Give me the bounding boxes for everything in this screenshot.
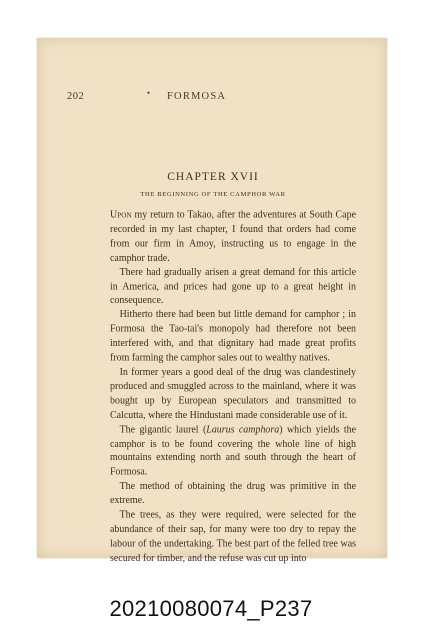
latin-name: Laurus camphora [206,423,280,435]
paragraph: Upon my return to Takao, after the adventures at South Cape recorded in my last chapter, I found that orders had come from our firm in Amoy, instructing us to engage in the camphor trade. [110,209,356,263]
chapter-heading: CHAPTER XVII [167,171,259,183]
paragraph: The gigantic laurel (Laurus camphora) which yields the camphor is to be found covering the whole line of high mountains extending north and south through the heart of Formosa. [110,423,357,478]
body-text [110,208,356,565]
paragraph: The trees, as they were required, were selected for the abundance of their sap, for many were too dry to repay the labour of the undertaking. The best part of the felled tree was secured for timber, and the refuse was cut up into [110,509,356,563]
paragraph: The method of obtaining the drug was primitive in the extreme. [110,480,356,506]
ornament-dot: • [147,88,151,98]
drop-word: Upon [110,209,132,220]
paragraph: Hitherto there had been but little demand for camphor ; in Formosa the Tao-tai's monopoly had therefore not been interfered with, and that dignitary had made great profits from farming the camphor sales out to wealthy natives. [110,309,356,363]
page-number: 202 [67,91,85,102]
book-title: FORMOSA [167,91,227,102]
image-id-caption: 20210080074_P237 [109,596,313,621]
chapter-subtitle: THE BEGINNING OF THE CAMPHOR WAR [140,191,286,198]
paragraph: There had gradually arisen a great demand for this article in America, and prices had gone up to a great height in consequence. [110,266,356,306]
paragraph: In former years a good deal of the drug was clandestinely produced and smuggled across to the mainland, where it was bought up by European speculators and transmitted to Calcutta, where the Hindustani made considerable use of it. [110,366,356,421]
